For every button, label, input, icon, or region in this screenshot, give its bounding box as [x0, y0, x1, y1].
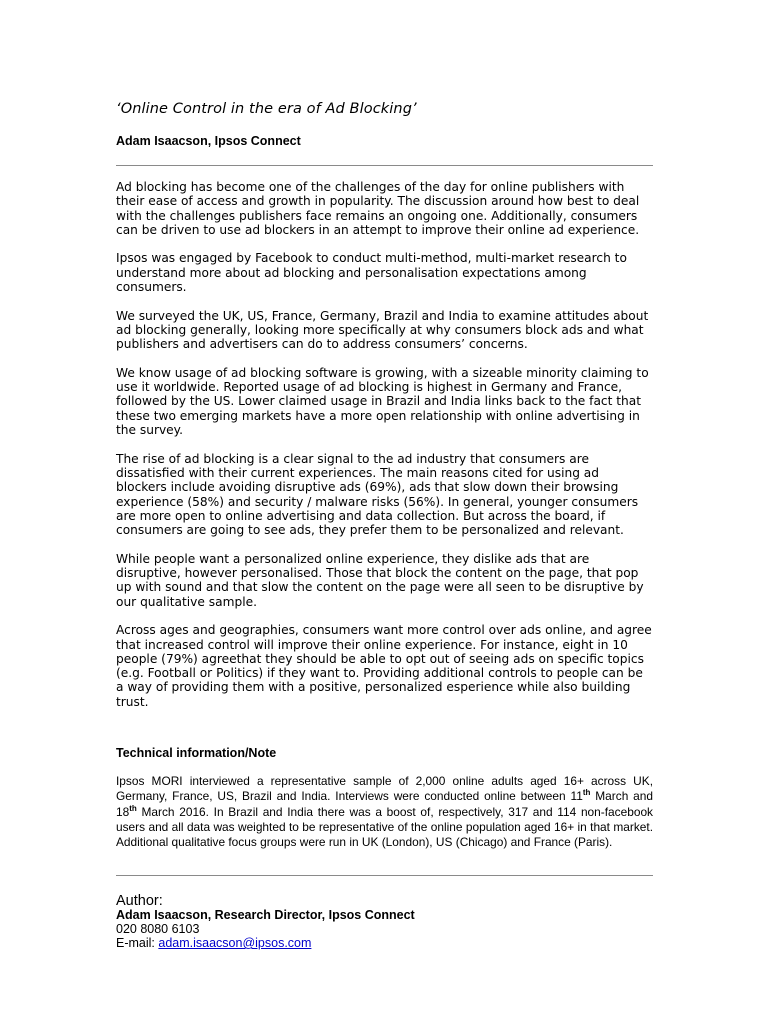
- technical-heading: Technical information/Note: [116, 746, 277, 760]
- technical-note: [116, 774, 653, 850]
- author-phone: 020 8080 6103: [116, 922, 200, 936]
- paragraph: We know usage of ad blocking software is growing, with a sizeable minority claiming to use it worldwide. Reported usage of ad blocking is highest in Germany and France, followed by the US. Lower claimed usage in Brazil and India links back to the fact that these two emerging markets have a more open relationship with online advertising in the survey.: [116, 365, 649, 438]
- paragraph: Ipsos was engaged by Facebook to conduct multi-method, multi-market research to understand more about ad blocking and personalisation expectations among consumers.: [116, 251, 627, 295]
- email-label: E-mail:: [116, 936, 159, 950]
- paragraph: Ad blocking has become one of the challenges of the day for online publishers with their ease of access and growth in popularity. The discussion around how best to deal with the challenges publishers face remains an ongoing one. Additionally, consumers can be driven to use ad blockers in an attempt to improve their online ad experience.: [116, 180, 640, 237]
- email-link[interactable]: adam.isaacson@ipsos.com: [158, 936, 312, 950]
- ordinal-suffix: th: [129, 803, 137, 813]
- technical-text: Ipsos MORI interviewed a representative sample of 2,000 online adults aged 16+ across UK, Germany, France, US, Brazil and India. Interviews were conducted online between 11: [116, 774, 653, 804]
- paragraph: Across ages and geographies, consumers want more control over ads online, and agree that increased control will improve their online experience. For instance, eight in 10 people (79%) agreethat they should be able to opt out of seeing ads on specific topics (e.g. Football or Politics) if they want to. Providing additional controls to people can be a way of providing them with a positive, personalized esperience while also building trust.: [116, 623, 652, 709]
- paragraph: While people want a personalized online experience, they dislike ads that are disruptive, however personalised. Those that block the content on the page, that pop up with sound and that slow the content on the page were all seen to be disruptive by our qualitative sample.: [116, 551, 644, 609]
- article-body: [116, 180, 653, 723]
- author-name: Adam Isaacson, Research Director, Ipsos Connect: [116, 908, 415, 922]
- top-divider: [116, 165, 653, 166]
- document-title: ‘Online Control in the era of Ad Blocking’: [116, 101, 417, 117]
- document-byline: Adam Isaacson, Ipsos Connect: [116, 134, 301, 148]
- paragraph: We surveyed the UK, US, France, Germany, Brazil and India to examine attitudes about ad blocking generally, looking more specifically at why consumers block ads and what publishers and advertisers can do to address consumers’ concerns.: [116, 308, 649, 352]
- author-label: Author:: [116, 893, 163, 909]
- technical-text: March 2016. In Brazil and India there was a boost of, respectively, 317 and 114 non-facebook users and all data was weighted to be representative of the online population aged 16+ in that market. Additional qualitative focus groups were run in UK (London), US (Chicago) and France (Paris).: [116, 804, 653, 850]
- paragraph: The rise of ad blocking is a clear signal to the ad industry that consumers are dissatisfied with their current experiences. The main reasons cited for using ad blockers include avoiding disruptive ads (69%), ads that slow down their browsing experience (58%) and security / malware risks (56%). In general, younger consumers are more open to online advertising and data collection. But across the board, if consumers are going to see ads, they prefer them to be personalized and relevant.: [116, 451, 639, 538]
- author-email-line: [116, 936, 311, 950]
- technical-text: March and 18: [116, 789, 654, 819]
- bottom-divider: [116, 875, 653, 876]
- ordinal-suffix: th: [582, 788, 591, 798]
